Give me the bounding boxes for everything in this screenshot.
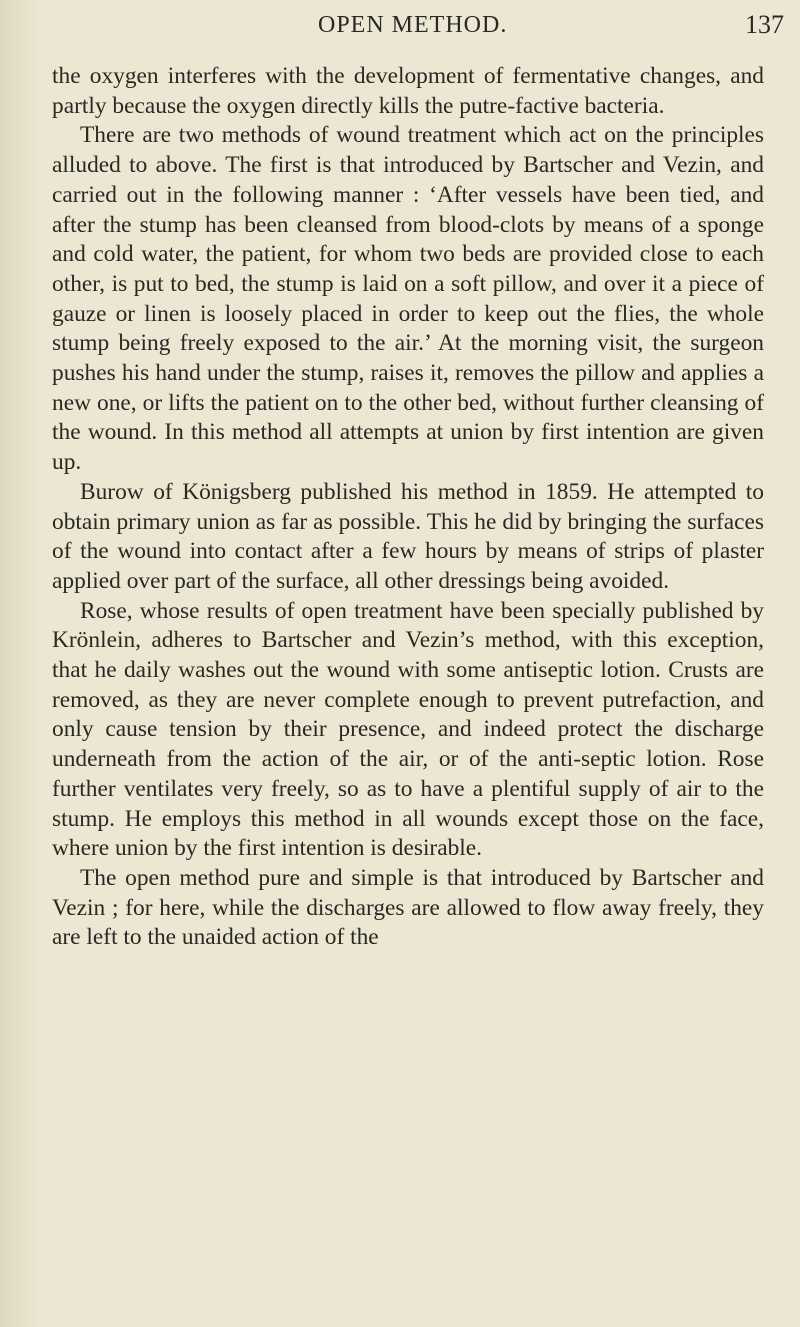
body-text [52, 62, 764, 953]
paragraph-open-method: The open method pure and simple is that introduced by Bartscher and Vezin ; for here, while the discharges are allowed to flow away freely, they are left to the unaided action of the [52, 864, 764, 951]
page-header [0, 10, 800, 46]
page-number: 137 [745, 10, 784, 39]
paragraph-bartscher-vezin: There are two methods of wound treatment which act on the principles alluded to above. The first is that introduced by Bartscher and Vezin, and carried out in the following manner : ‘After vessels have been tied, and after the stump has been cleansed from blood-clots by means of a sponge and cold water, the patient, for whom two beds are provided close to each other, is put to bed, the stump is laid on a soft pillow, and over it a piece of gauze or linen is loosely placed in order to keep out the flies, the whole stump being freely exposed to the air.’ At the morning visit, the surgeon pushes his hand under the stump, raises it, removes the pillow and applies a new one, or lifts the patient on to the other bed, without further cleansing of the wound. In this method all attempts at union by first intention are given up. [52, 122, 764, 476]
paragraph-rose: Rose, whose results of open treatment have been specially published by Krönlein, adheres to Bartscher and Vezin’s method, with this exception, that he daily washes out the wound with some antiseptic lotion. Crusts are removed, as they are never complete enough to prevent putrefaction, and only cause tension by their presence, and indeed protect the discharge underneath from the action of the air, or of the anti-septic lotion. Rose further ventilates very freely, so as to have a plentiful supply of air to the stump. He employs this method in all wounds except those on the face, where union by the first intention is desirable. [52, 597, 764, 862]
running-head: OPEN METHOD. [318, 12, 508, 38]
paragraph-continuation: the oxygen interferes with the development of fermentative changes, and partly because the oxygen directly kills the putre-factive bacteria. [52, 63, 764, 119]
paragraph-burow: Burow of Königsberg published his method in 1859. He attempted to obtain primary union as far as possible. This he did by bringing the surfaces of the wound into contact after a few hours by means of strips of plaster applied over part of the surface, all other dressings being avoided. [52, 478, 764, 594]
